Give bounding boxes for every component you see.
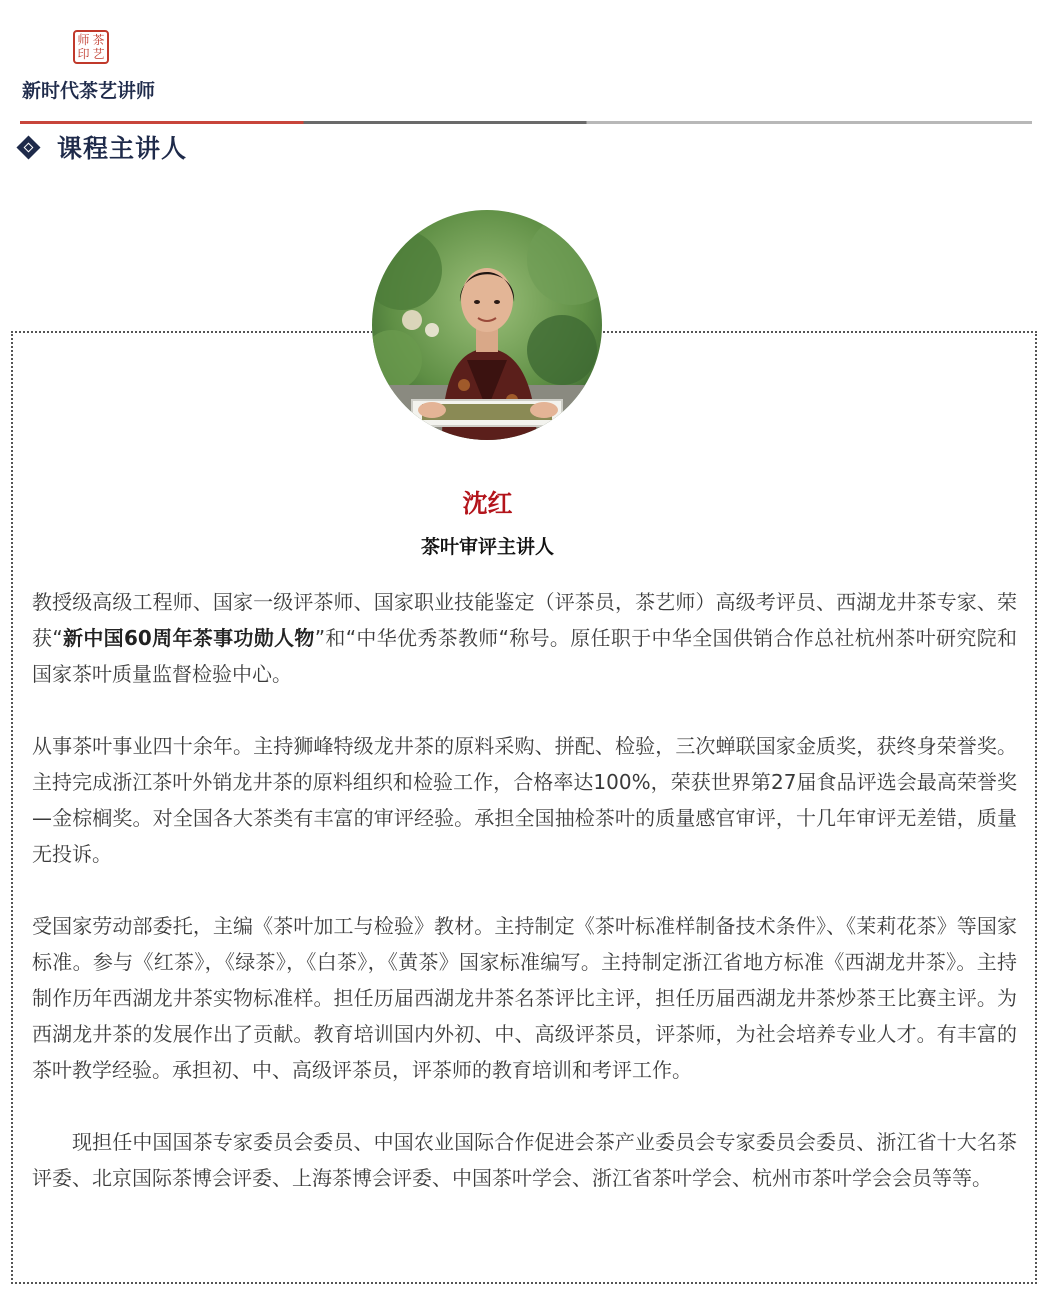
seal-char: 茶 [92, 33, 105, 47]
lecturer-name: 沈红 [462, 489, 513, 518]
bio-paragraph: 受国家劳动部委托，主编《茶叶加工与检验》教材。主持制定《茶叶标准样制备技术条件》、《茉莉花茶》等国家标准。参与《红茶》，《绿茶》，《白茶》，《黄茶》国家标准编写。主持制定浙江省地方标准《西湖龙井茶》。主持制作历年西湖龙井茶实物标准样。担任历届西湖龙井茶名茶评比主评，担任历届西湖龙井茶炒茶王比赛主评。为西湖龙井茶的发展作出了贡献。教育培训国内外初、中、高级评茶员，评茶师，为社会培养专业人才。有丰富的茶叶教学经验。承担初、中、高级评茶员，评茶师的教育培训和考评工作。 [32, 914, 1017, 1082]
section-title: 课程主讲人 [57, 134, 188, 163]
bio-text [32, 584, 1017, 1232]
bio-text-segment: 教授级高级工程师、国家一级评茶师、国家职业技能鉴定（评茶员，茶艺师）高级考评员、西湖龙井茶专家、荣获“ [32, 590, 1017, 650]
bio-paragraph: 从事茶叶事业四十余年。主持狮峰特级龙井茶的原料采购、拼配、检验，三次蝉联国家金质奖，获终身荣誉奖。主持完成浙江茶叶外销龙井茶的原料组织和检验工作，合格率达100%，荣获世界第27届食品评选会最高荣誉奖—金棕榈奖。对全国各大茶类有丰富的审评经验。承担全国抽检茶叶的质量感官审评，十几年审评无差错，质量无投诉。 [32, 734, 1017, 866]
brand-logo [18, 24, 178, 104]
lecturer-avatar [372, 210, 602, 440]
header-divider [20, 121, 1032, 124]
section-header [14, 130, 187, 164]
lecturer-role: 茶叶审评主讲人 [420, 536, 554, 558]
seal-char: 印 [77, 47, 90, 61]
bio-paragraph: 现担任中国国茶专家委员会委员、中国农业国际合作促进会茶产业委员会专家委员会委员、浙江省十大名茶评委、北京国际茶博会评委、上海茶博会评委、中国茶叶学会、浙江省茶叶学会、杭州市茶叶学会会员等等。 [32, 1130, 1017, 1190]
portrait-illustration [372, 210, 602, 440]
seal-stamp-icon [73, 30, 109, 64]
bio-text-segment: ”和“中华优秀茶教师“称号。原任职于中华全国供销合作总社杭州茶叶研究院和国家茶叶质量监督检验中心。 [32, 626, 1017, 686]
diamond-icon [16, 135, 40, 159]
seal-char: 师 [77, 33, 90, 47]
brand-name: 新时代茶艺讲师 [22, 80, 156, 102]
bio-highlight: 新中国60周年茶事功勋人物 [62, 626, 315, 650]
bio-paragraph [32, 584, 1017, 692]
seal-char: 艺 [92, 47, 105, 61]
